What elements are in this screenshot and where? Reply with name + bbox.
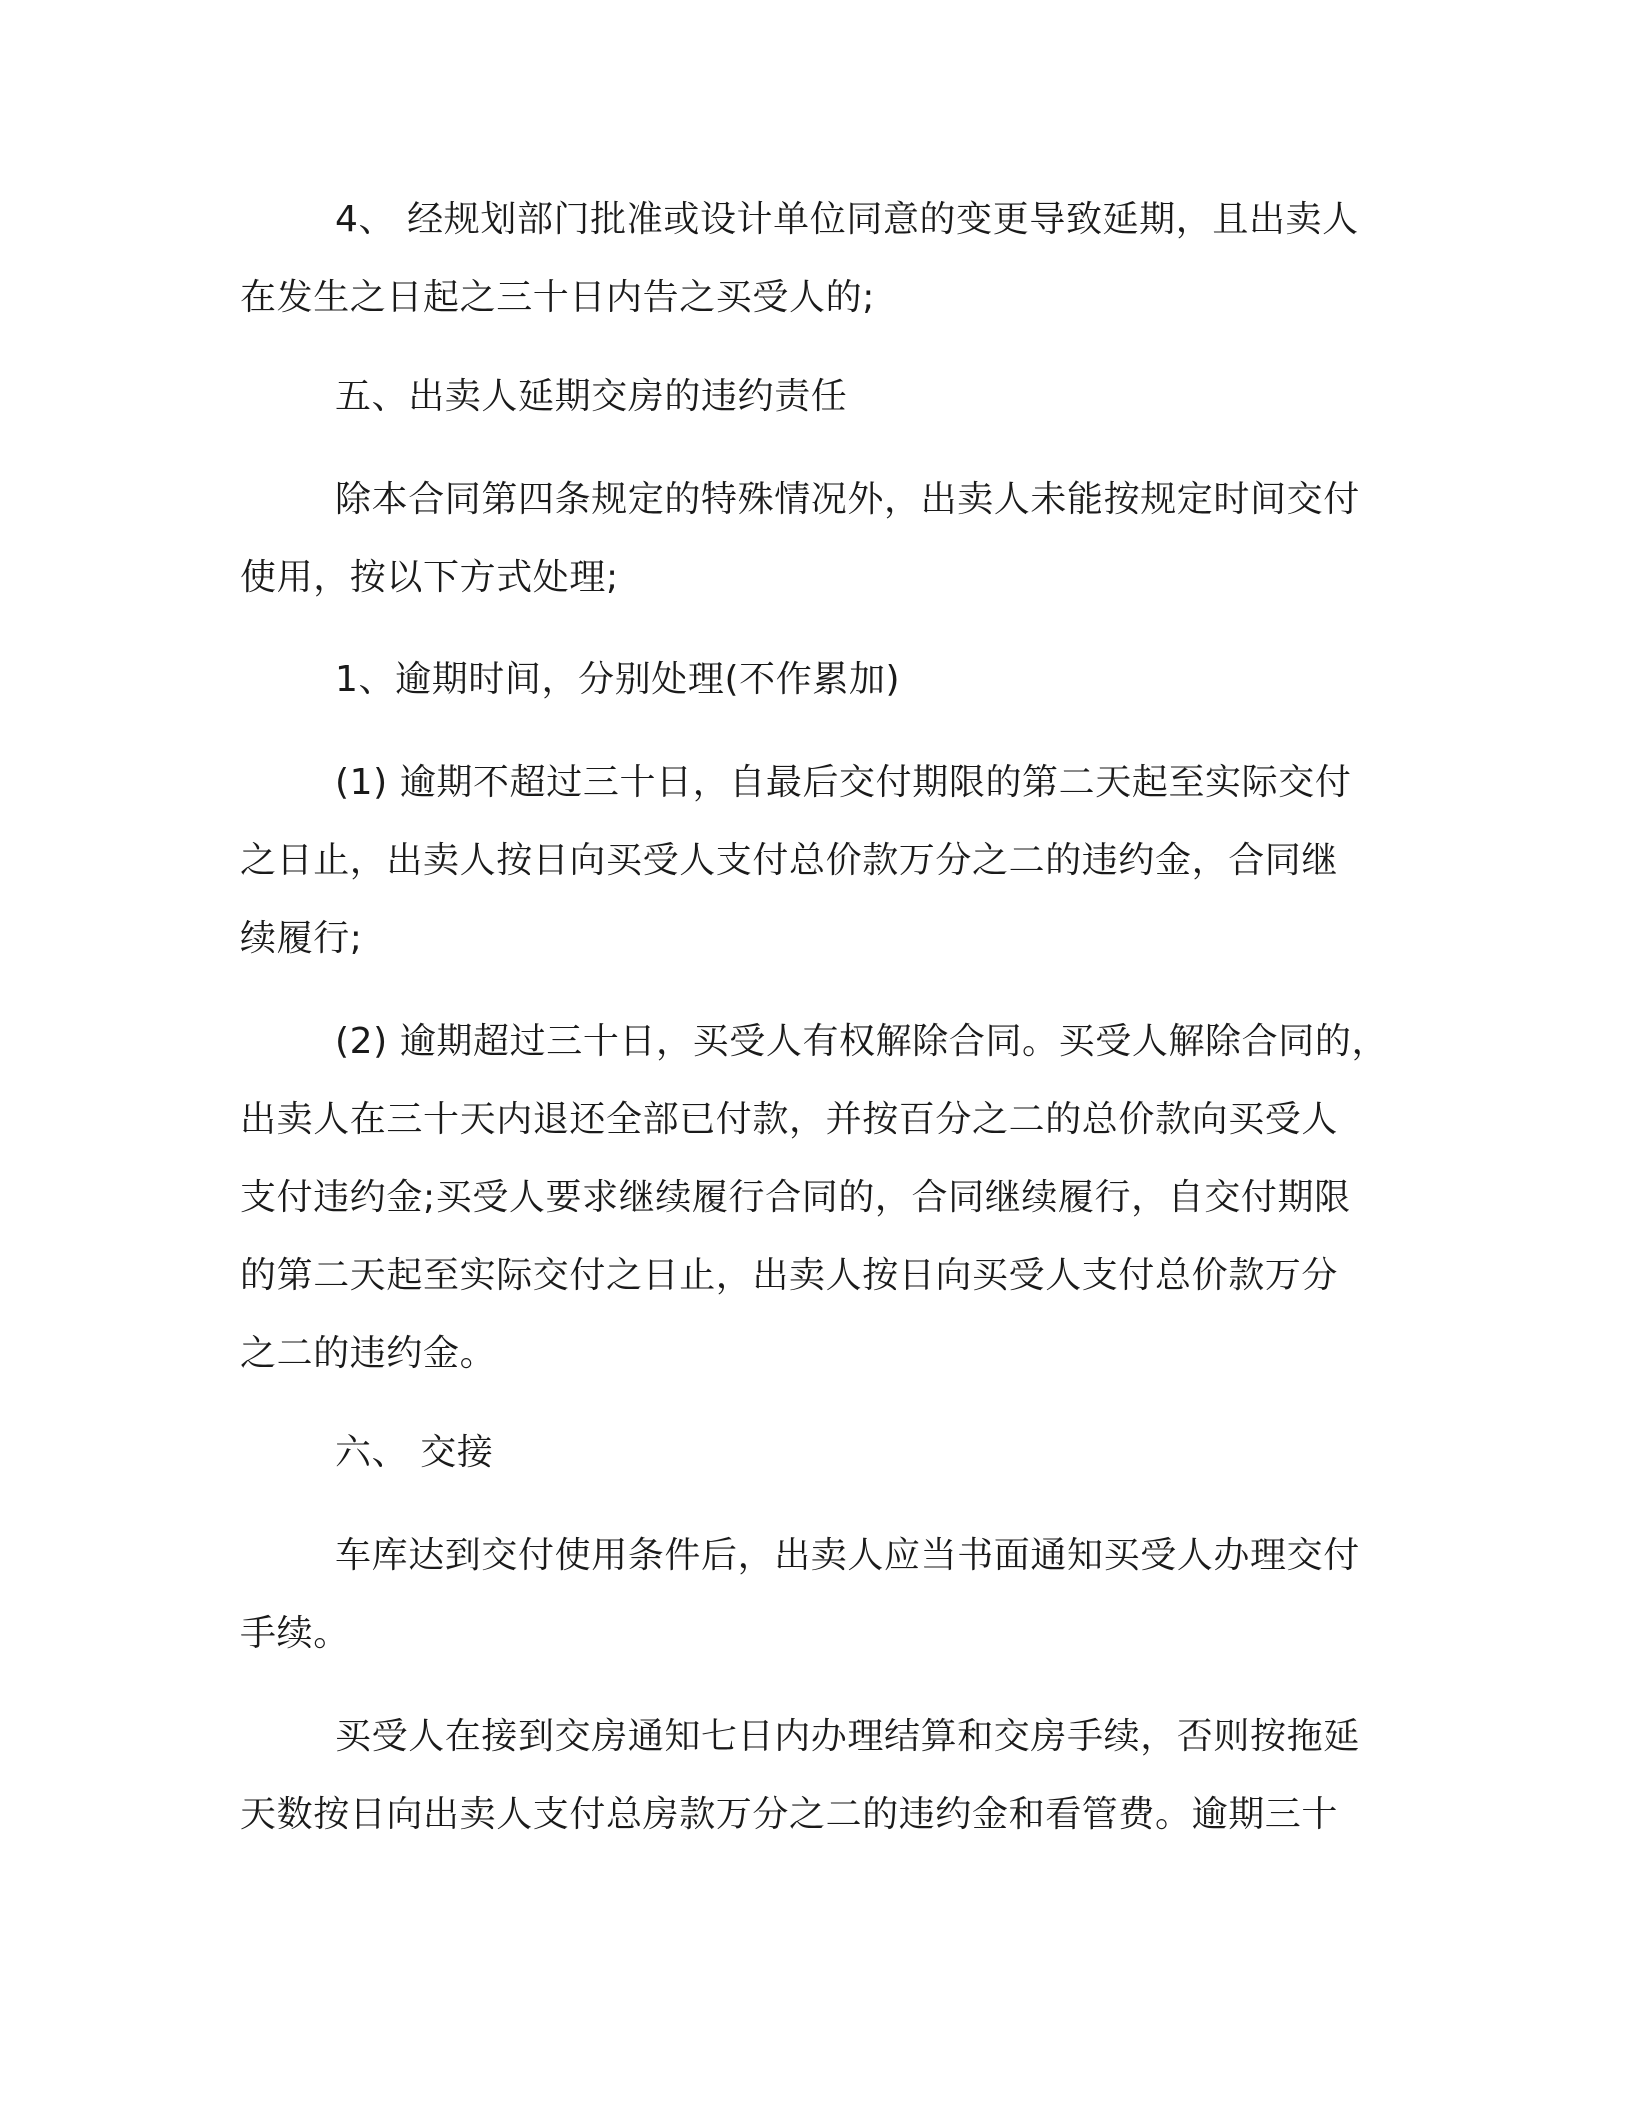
text-line: 之二的违约金。 <box>240 1333 497 1374</box>
text-line: 之日止，出卖人按日向买受人支付总价款万分之二的违约金，合同继 <box>240 840 1339 881</box>
text-line: 除本合同第四条规定的特殊情况外，出卖人未能按规定时间交付 <box>335 479 1360 520</box>
text-line: 手续。 <box>240 1613 350 1654</box>
section-heading: 五、出卖人延期交房的违约责任 <box>335 376 848 417</box>
text-line: 使用，按以下方式处理; <box>240 557 619 598</box>
text-line: 续履行; <box>240 918 363 959</box>
text-line: 买受人在接到交房通知七日内办理结算和交房手续，否则按拖延 <box>335 1716 1360 1757</box>
text-line: 的第二天起至实际交付之日止，出卖人按日向买受人支付总价款万分 <box>240 1255 1339 1296</box>
text-line: 在发生之日起之三十日内告之买受人的; <box>240 277 875 318</box>
text-line: 出卖人在三十天内退还全部已付款，并按百分之二的总价款向买受人 <box>240 1099 1339 1140</box>
text-line: (2) 逾期超过三十日，买受人有权解除合同。买受人解除合同的， <box>335 1021 1389 1062</box>
text-line: 4、 经规划部门批准或设计单位同意的变更导致延期，且出卖人 <box>335 199 1359 240</box>
text-line: (1) 逾期不超过三十日，自最后交付期限的第二天起至实际交付 <box>335 762 1352 803</box>
text-line: 1、逾期时间，分别处理(不作累加) <box>335 659 901 700</box>
text-line: 支付违约金;买受人要求继续履行合同的，合同继续履行，自交付期限 <box>240 1177 1351 1218</box>
section-heading: 六、 交接 <box>335 1432 494 1473</box>
text-line: 天数按日向出卖人支付总房款万分之二的违约金和看管费。逾期三十 <box>240 1794 1339 1835</box>
text-line: 车库达到交付使用条件后，出卖人应当书面通知买受人办理交付 <box>335 1535 1360 1576</box>
